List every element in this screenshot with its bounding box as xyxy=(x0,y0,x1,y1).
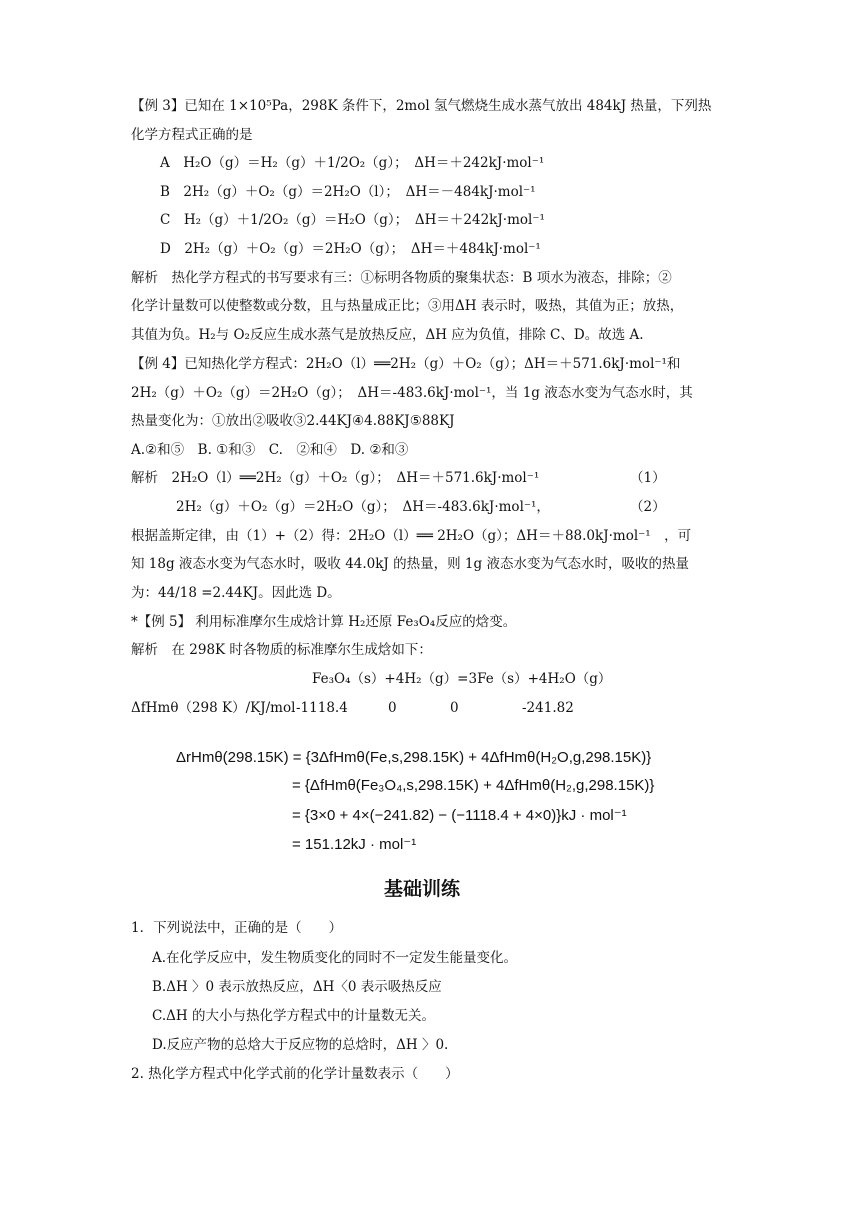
enthalpy-fe3o4: -1118.4 xyxy=(296,700,348,716)
question-1: 1．下列说法中，正确的是（ ） xyxy=(131,920,343,936)
example4-line2: 2H₂（g）＋O₂（g）＝2H₂O（g）； ΔH＝-483.6kJ·mol⁻¹，当 1g 液态水变为气态水时，其 xyxy=(131,385,693,401)
example4-conclusion-line3: 为：44/18 =2.44KJ。因此选 D。 xyxy=(131,585,341,601)
example4-line3: 热量变化为：①放出②吸收③2.44KJ④4.88KJ⑤88KJ xyxy=(131,413,455,429)
example4-eq1-number: （1） xyxy=(630,470,666,486)
example4-analysis-eq1: 解析 2H₂O（l）══2H₂（g）＋O₂（g）； ΔH＝＋571.6kJ·mol⁻¹ xyxy=(131,470,540,486)
calc-line2: = {ΔfHmθ(Fe₃O₄,s,298.15K) + 4ΔfHmθ(H₂,g,298.15K)} xyxy=(292,777,655,794)
enthalpy-h2: 0 xyxy=(388,700,397,716)
example3-option-a: A H₂O（g）＝H₂（g）＋1/2O₂（g）； ΔH＝＋242kJ·mol⁻¹ xyxy=(160,155,545,171)
question-1-option-c: C.ΔH 的大小与热化学方程式中的计量数无关。 xyxy=(152,1008,435,1024)
calc-line1: ΔrHmθ(298.15K) = {3ΔfHmθ(Fe,s,298.15K) + 4ΔfHmθ(H₂O,g,298.15K)} xyxy=(176,749,652,766)
example4-analysis-eq2: 2H₂（g）＋O₂（g）＝2H₂O（g）； ΔH＝-483.6kJ·mol⁻¹， xyxy=(176,499,550,515)
example4-eq2-number: （2） xyxy=(630,499,666,515)
calc-line3: = {3×0 + 4×(−241.82) − (−1118.4 + 4×0)}kJ · mol⁻¹ xyxy=(292,807,627,824)
example4-line1: 【例 4】已知热化学方程式：2H₂O（l）══2H₂（g）＋O₂（g）；ΔH＝＋571.6kJ·mol⁻¹和 xyxy=(131,356,681,372)
example3-line1: 【例 3】已知在 1×10⁵Pa，298K 条件下，2mol 氢气燃烧生成水蒸气放出 484kJ 热量，下列热 xyxy=(131,98,712,114)
example5-title: *【例 5】 利用标准摩尔生成焓计算 H₂还原 Fe₃O₄反应的焓变。 xyxy=(131,614,517,630)
example3-option-c: C H₂（g）＋1/2O₂（g）＝H₂O（g）； ΔH＝＋242kJ·mol⁻¹ xyxy=(160,212,545,228)
example3-option-b: B 2H₂（g）＋O₂（g）＝2H₂O（l）； ΔH＝－484kJ·mol⁻¹ xyxy=(160,184,536,200)
example3-analysis-line1: 解析 热化学方程式的书写要求有三：①标明各物质的聚集状态：B 项水为液态，排除；② xyxy=(131,270,672,286)
example3-analysis-line3: 其值为负。H₂与 O₂反应生成水蒸气是放热反应，ΔH 应为负值，排除 C、D。故选 A. xyxy=(131,327,644,343)
question-1-option-d: D.反应产物的总焓大于反应物的总焓时，ΔH 〉0. xyxy=(152,1037,449,1053)
section-heading: 基础训练 xyxy=(384,879,461,900)
example4-conclusion-line2: 知 18g 液态水变为气态水时，吸收 44.0kJ 的热量，则 1g 液态水变为气态水时，吸收的热量 xyxy=(131,556,689,572)
example4-conclusion-line1: 根据盖斯定律，由（1）+（2）得：2H₂O（l）══ 2H₂O（g）；ΔH＝＋88.0kJ·mol⁻¹ ，可 xyxy=(131,528,692,544)
enthalpy-fe: 0 xyxy=(450,700,459,716)
example5-table-label: ΔfHmθ（298 K）/KJ/mol xyxy=(131,700,296,716)
example5-analysis: 解析 在 298K 时各物质的标准摩尔生成焓如下： xyxy=(131,642,432,658)
example3-option-d: D 2H₂（g）＋O₂（g）＝2H₂O（g）； ΔH＝＋484kJ·mol⁻¹ xyxy=(160,241,541,257)
example4-choices: A.②和⑤ B. ①和③ C. ②和④ D. ②和③ xyxy=(131,442,409,458)
question-2: 2. 热化学方程式中化学式前的化学计量数表示（ ） xyxy=(131,1066,459,1082)
example5-reaction: Fe₃O₄（s）+4H₂（g）=3Fe（s）+4H₂O（g） xyxy=(312,671,612,687)
example3-line2: 化学方程式正确的是 xyxy=(131,127,253,143)
example3-analysis-line2: 化学计量数可以使整数或分数，且与热量成正比；③用ΔH 表示时，吸热，其值为正；放热， xyxy=(131,298,684,314)
question-1-option-a: A.在化学反应中，发生物质变化的同时不一定发生能量变化。 xyxy=(152,950,518,966)
calc-line4: = 151.12kJ · mol⁻¹ xyxy=(292,836,417,853)
question-1-option-b: B.ΔH 〉0 表示放热反应，ΔH〈0 表示吸热反应 xyxy=(152,979,442,995)
enthalpy-h2o: -241.82 xyxy=(522,700,574,716)
